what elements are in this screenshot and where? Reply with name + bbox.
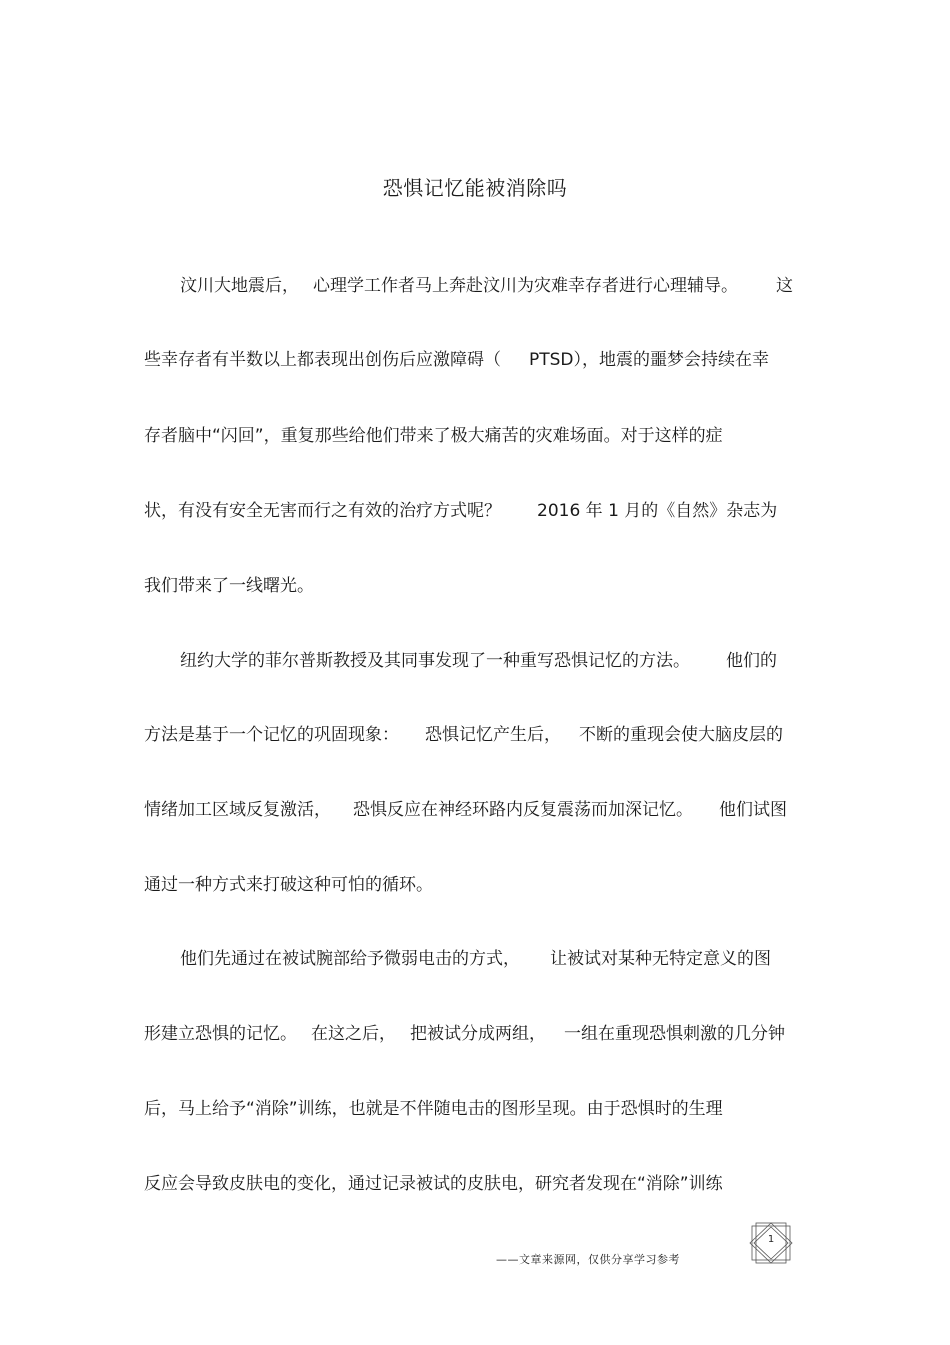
text-segment: 在这之后，	[311, 1024, 396, 1044]
text-line-3	[144, 424, 814, 448]
text-segment: 恐惧反应在神经环路内反复震荡而加深记忆。	[353, 800, 693, 820]
text-line-11	[144, 1022, 814, 1046]
text-line-13	[144, 1172, 814, 1196]
text-segment: 形建立恐惧的记忆。	[144, 1024, 297, 1044]
text-segment: 方法是基于一个记忆的巩固现象：	[144, 725, 399, 745]
text-line-4	[144, 499, 814, 523]
text-segment: 不断的重现会使大脑皮层的	[579, 725, 783, 745]
text-segment: 些幸存者有半数以上都表现出创伤后应激障碍（	[144, 350, 501, 370]
text-line-6	[144, 649, 814, 673]
text-line-2	[144, 348, 814, 372]
text-segment: 我们带来了一线曙光。	[144, 576, 314, 596]
text-segment: PTSD），地震的噩梦会持续在幸	[529, 350, 770, 370]
text-segment: 他们先通过在被试腕部给予微弱电击的方式，	[180, 949, 520, 969]
text-segment: 一组在重现恐惧刺激的几分钟	[564, 1024, 785, 1044]
text-line-9	[144, 873, 814, 897]
text-line-8	[144, 798, 814, 822]
text-segment: 把被试分成两组，	[410, 1024, 546, 1044]
text-segment: 存者脑中“闪回”，重复那些给他们带来了极大痛苦的灾难场面。对于这样的症	[144, 426, 723, 446]
text-segment: 恐惧记忆产生后，	[425, 725, 561, 745]
text-segment: 让被试对某种无特定意义的图	[550, 949, 771, 969]
text-segment: 心理学工作者马上奔赴汶川为灾难幸存者进行心理辅导。	[313, 276, 738, 296]
text-segment: 通过一种方式来打破这种可怕的循环。	[144, 875, 433, 895]
text-segment: 这	[776, 276, 793, 296]
text-segment: 汶川大地震后，	[180, 276, 299, 296]
source-note: ——文章来源网，仅供分享学习参考	[496, 1253, 680, 1266]
text-line-5	[144, 574, 814, 598]
text-segment: 状，有没有安全无害而行之有效的治疗方式呢？	[144, 501, 501, 521]
page-number-badge	[748, 1222, 794, 1264]
page-title: 恐惧记忆能被消除吗	[382, 176, 568, 200]
text-segment: 反应会导致皮肤电的变化，通过记录被试的皮肤电，研究者发现在“消除”训练	[144, 1174, 723, 1194]
text-segment: 纽约大学的菲尔普斯教授及其同事发现了一种重写恐惧记忆的方法。	[180, 651, 690, 671]
page-number: 1	[767, 1234, 775, 1245]
text-segment: 他们试图	[719, 800, 787, 820]
text-line-12	[144, 1097, 814, 1121]
text-segment: 情绪加工区域反复激活，	[144, 800, 331, 820]
text-segment: 2016 年 1 月的《自然》杂志为	[537, 501, 778, 521]
text-segment: 他们的	[726, 651, 777, 671]
text-segment: 后，马上给予“消除”训练，也就是不伴随电击的图形呈现。由于恐惧时的生理	[144, 1099, 723, 1119]
text-line-7	[144, 723, 814, 747]
text-line-1	[144, 274, 814, 298]
text-line-10	[144, 947, 814, 971]
